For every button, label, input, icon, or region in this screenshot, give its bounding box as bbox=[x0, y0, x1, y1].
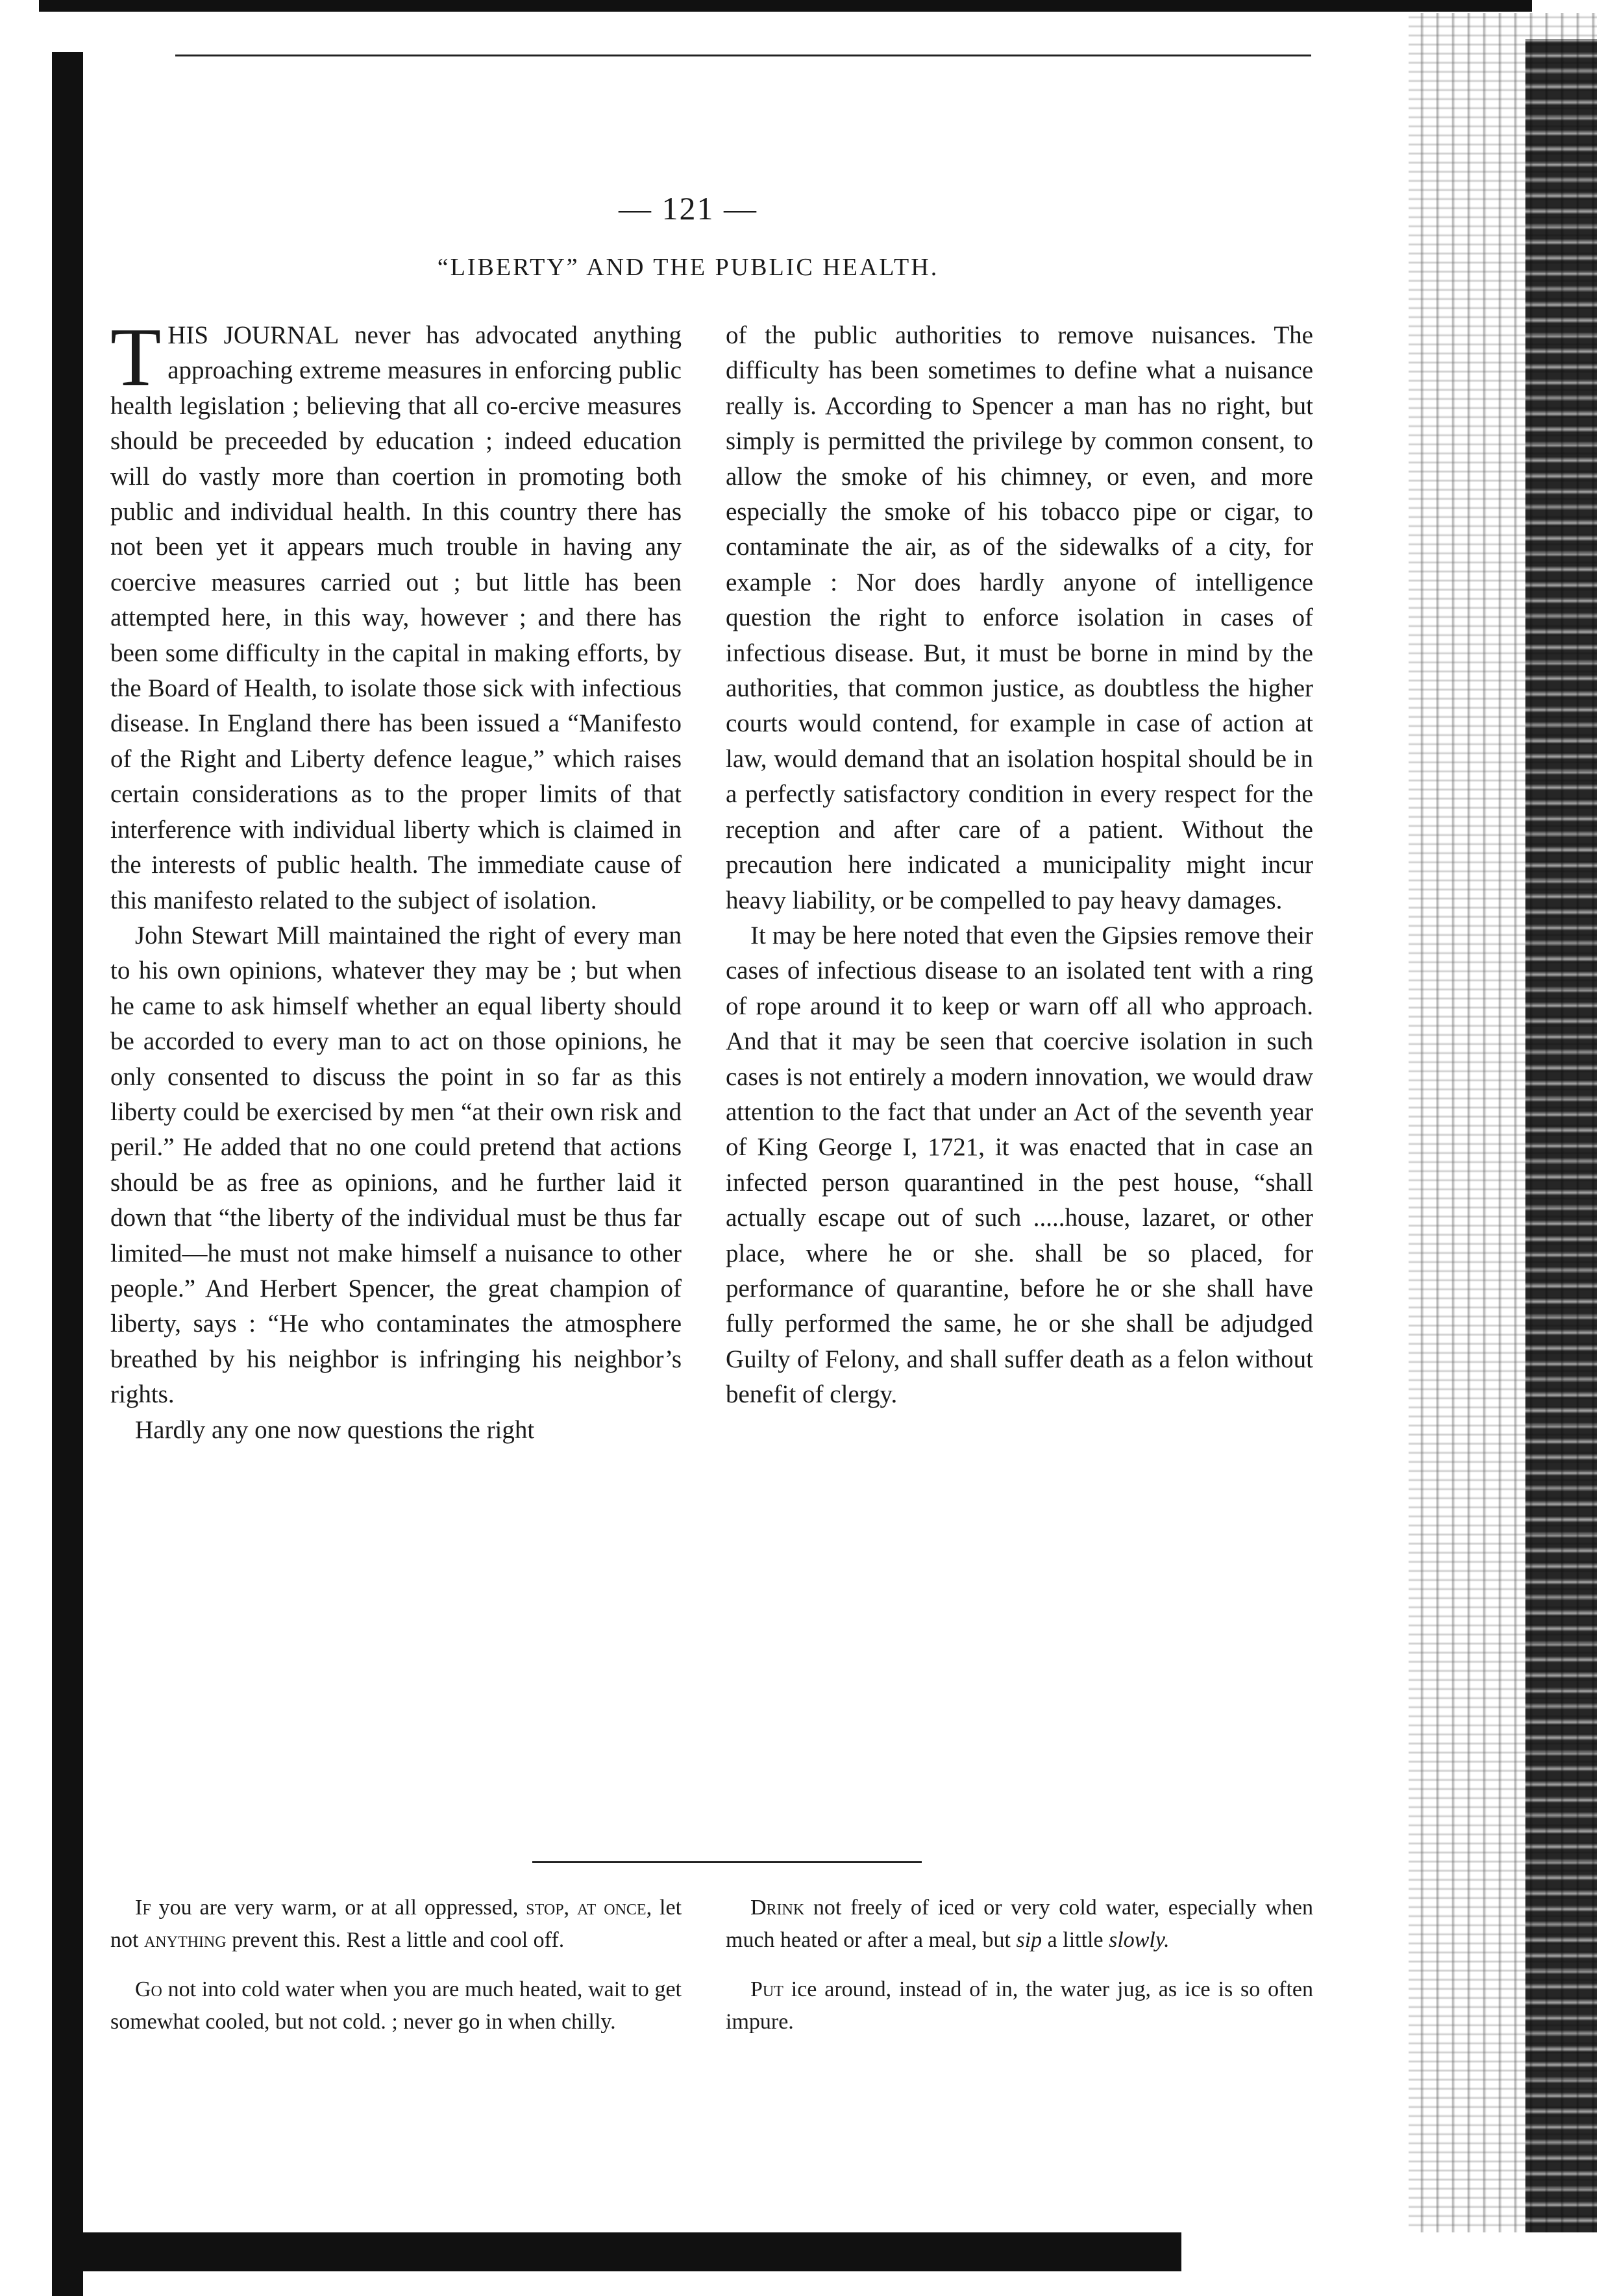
note-cold-water: Go not into cold water when you are much heated, wait to get somewhat cooled, but not cold. ; never go in when chilly. bbox=[110, 1977, 682, 2034]
scan-border-right bbox=[1525, 39, 1597, 2232]
article-paragraph-4: It may be here noted that even the Gipsies remove their cases of infectious disease to an isolated tent with a ring of rope around it to keep or warn off all who approach. And that it may be seen that coercive isolation in such cases is not entirely a modern innovation, we would draw attention to the fact that under an Act of the seventh year of King George I, 1721, it was enacted that in case an infected person quarantined in the pest house, “shall actually escape out of such .....house, lazaret, or other place, where he or she. shall be so placed, for performance of quarantine, before he or she shall have fully performed the same, he or she shall be adjudged Guilty of Felony, and shall suffer death as a felon without benefit of clergy. bbox=[726, 921, 1313, 1409]
scan-border-left bbox=[52, 52, 83, 2296]
article-paragraph-3-continued: of the public authorities to remove nuisances. The difficulty has been sometimes to define what a nuisance really is. According to Spencer a man has no right, but simply is permitted the privilege by common consent, to allow the smoke of his chimney, or even, and more especially the smoke of his tobacco pipe or cigar, to contaminate the air, as of the sidewalks of a city, for example : Nor does hardly anyone of intelligence question the right to enforce isolation in cases of infectious disease. But, it must be borne in mind by the authorities, that common justice, as doubtless the higher courts would contend, for example in case of action at law, would demand that an isolation hospital should be in a perfectly satisfactory condition in every respect for the reception and after care of a patient. Without the precaution here indicated a municipality might incur heavy liability, or be compelled to pay heavy damages. bbox=[726, 321, 1313, 914]
notes-column-right bbox=[726, 1892, 1313, 2055]
scan-border-bottom bbox=[78, 2232, 1181, 2271]
article-title: “LIBERTY” AND THE PUBLIC HEALTH. bbox=[437, 254, 939, 281]
article-paragraph-1 bbox=[110, 311, 682, 918]
scan-border-top bbox=[39, 0, 1532, 12]
note-ice: Put ice around, instead of in, the water jug, as ice is so often impure. bbox=[726, 1977, 1313, 2034]
drop-cap: T bbox=[110, 311, 162, 403]
journal-lead: HIS JOURNAL bbox=[167, 321, 339, 349]
section-divider bbox=[532, 1861, 922, 1863]
note-drink: Drink not freely of iced or very cold water, especially when much heated or after a meal, but sip a little slowly. bbox=[726, 1896, 1313, 1952]
page-number: — 121 — bbox=[619, 190, 758, 226]
article-column-left bbox=[110, 311, 682, 1448]
article-paragraph-2: John Stewart Mill maintained the right of every man to his own opinions, whatever they may be ; but when he came to ask himself whether an equal liberty should be accorded to every man to act on those opinions, he only consented to discuss the point in so far as this liberty could be exercised by men “at their own risk and peril.” He added that no one could pretend that actions should be as free as opinions, and he further laid it down that “the liberty of the individual must be thus far limited—he must not make himself a nuisance to other people.” And Herbert Spencer, the great champion of liberty, says : “He who contaminates the atmosphere breathed by his neighbor is infringing his neighbor’s rights. bbox=[110, 921, 682, 1409]
article-column-right bbox=[726, 318, 1313, 1413]
note-warm: If you are very warm, or at all oppressed, stop, at once, let not anything prevent this. Rest a little and cool off. bbox=[110, 1896, 682, 1952]
article-paragraph-3-start: Hardly any one now questions the right bbox=[135, 1415, 535, 1444]
notes-column-left bbox=[110, 1892, 682, 2055]
scan-rule-top bbox=[175, 55, 1311, 56]
paragraph-1-text: never has advocated anything approaching extreme measures in enforcing public health legislation ; believing that all co-ercive measures should be preceeded by education ; indeed education will do vastly more than coertion in promoting both public and individual health. In this country there has not been yet it appears much trouble in having any coercive measures carried out ; but little has been attempted here, in this way, however ; and there has been some difficulty in the capital in making efforts, by the Board of Health, to isolate those sick with infectious disease. In England there has been issued a “Manifesto of the Right and Liberty defence league,” which raises certain considerations as to the proper limits of that interference with individual liberty which is claimed in the interests of public health. The immediate cause of this manifesto related to the subject of isolation. bbox=[110, 321, 682, 914]
